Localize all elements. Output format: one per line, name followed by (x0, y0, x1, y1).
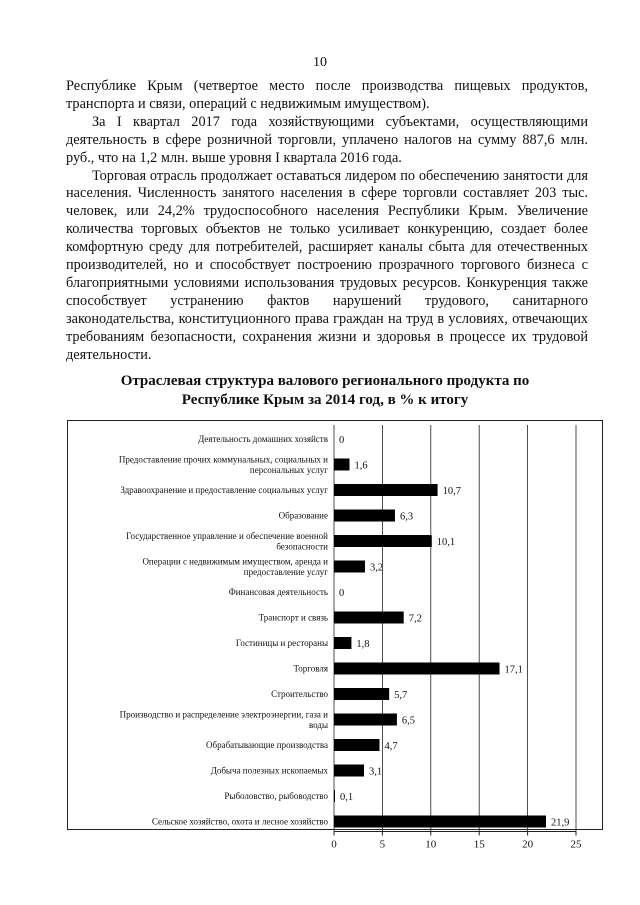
category-label: Добыча полезных ископаемых (210, 765, 328, 776)
chart-frame (67, 420, 603, 851)
paragraph-3: Торговая отрасль продолжает оставаться лидером по обеспечению занятости для населения. Численность занятого населения в сфере торговли составляет 203 тыс. человек, или 24,2% трудоспособного населения Республики Крым. Увеличение количества торговых объектов не только усиливает конкуренцию, создает более комфортную среду для потребителей, расширяет каналы сбыта для отечественных производителей, но и способствует построению прозрачного торгового бизнеса с благоприятными условиями использования трудовых ресурсов. Конкуренция также способствует устранению фактов нарушений трудового, санитарного законодательства, конституционного права граждан на труд в условиях, отвечающих требованиям безопасности, сохранения жизни и здоровья в процессе их трудовой деятельности. (66, 167, 588, 363)
bar-chart (68, 421, 602, 851)
bar-value-label: 4,7 (384, 741, 398, 752)
category-label: Торговля (293, 663, 328, 674)
bar (334, 688, 389, 700)
bar-value-label: 3,2 (369, 562, 384, 574)
bar (334, 561, 365, 573)
bar-value-label: 7,2 (408, 613, 422, 625)
paragraph-1: Республике Крым (четвертое место после производства пищевых продуктов, транспорта и связи, операций с недвижимым имуществом). (66, 78, 588, 112)
bar-value-label: 10,1 (436, 537, 456, 548)
bar (334, 510, 395, 522)
chart-title-line-2: Республике Крым за 2014 год, в % к итогу (181, 392, 469, 408)
bar-value-label: 17,1 (504, 664, 523, 676)
x-tick-label: 10 (425, 838, 437, 851)
category-label: Обрабатывающие производства (206, 740, 328, 750)
x-tick-label: 0 (331, 838, 337, 851)
category-label: Образование (278, 510, 328, 521)
bar-value-label: 3,1 (369, 766, 383, 778)
bar (334, 790, 335, 802)
category-label: Сельское хозяйство, охота и лесное хозяйство (151, 816, 328, 827)
x-tick-label: 5 (379, 838, 386, 851)
chart-title-line-1: Отраслевая структура валового регионального продукта по (120, 373, 530, 389)
bar (334, 765, 364, 777)
x-tick-label: 20 (522, 838, 534, 851)
bar (334, 739, 379, 751)
category-label: Предоставление прочих коммунальных, социальных и (118, 454, 328, 465)
bar-value-label: 10,7 (442, 486, 461, 497)
bar-value-label: 1,8 (356, 639, 370, 650)
bar (334, 637, 351, 649)
x-tick-label: 25 (570, 838, 582, 851)
category-label: Операции с недвижимым имуществом, аренда и (142, 556, 328, 567)
category-label: безопасности (276, 541, 328, 552)
bar (334, 714, 397, 726)
category-label: воды (308, 719, 328, 730)
category-label: предоставление услуг (243, 566, 328, 577)
bar (334, 816, 546, 828)
category-label: Строительство (271, 689, 328, 699)
bar (334, 459, 349, 471)
bar-value-label: 0 (339, 435, 345, 446)
paragraph-2: За I квартал 2017 года хозяйствующими субъектами, осуществляющими деятельность в сфере розничной торговли, уплачено налогов на сумму 887,6 млн. руб., что на 1,2 млн. выше уровня I квартала 2016 года. (66, 113, 588, 166)
body-text (66, 78, 588, 365)
category-label: Финансовая деятельность (228, 587, 328, 597)
category-label: Гостиницы и рестораны (235, 638, 328, 648)
bar-value-label: 21,9 (550, 817, 570, 829)
category-label: Здравоохранение и предоставление социальных услуг (120, 485, 328, 495)
x-tick-label: 15 (473, 838, 485, 851)
chart-title (60, 372, 590, 410)
bar-value-label: 0 (339, 588, 345, 599)
category-label: Производство и распределение электроэнергии, газа и (119, 709, 328, 720)
bar-value-label: 6,5 (401, 715, 416, 727)
bar-value-label: 1,6 (354, 460, 368, 472)
bar (334, 535, 432, 547)
category-label: персональных услуг (249, 464, 328, 475)
bar-value-label: 6,3 (399, 511, 414, 523)
category-label: Рыболовство, рыбоводство (224, 791, 328, 801)
category-label: Транспорт и связь (258, 612, 328, 623)
category-label: Деятельность домашних хозяйств (198, 434, 328, 444)
bar-value-label: 5,7 (394, 690, 408, 701)
bar (334, 484, 438, 496)
bar (334, 663, 500, 675)
bar-value-label: 0,1 (339, 792, 354, 803)
bar (334, 612, 404, 624)
category-label: Государственное управление и обеспечение военной (126, 530, 328, 541)
page-number: 10 (313, 55, 327, 70)
